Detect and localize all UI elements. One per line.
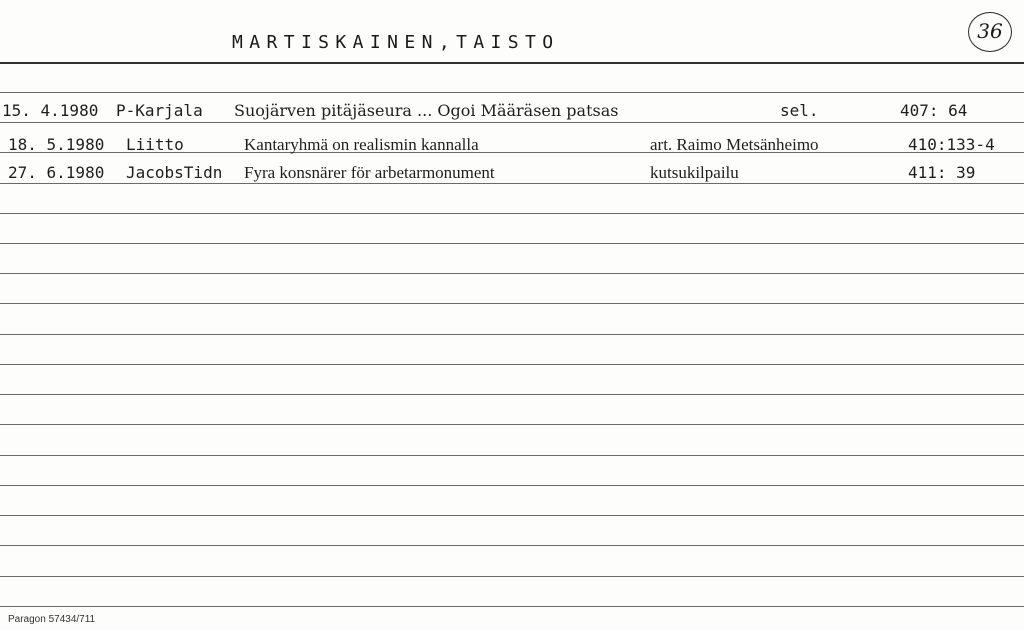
entry-row [0,160,1024,186]
card-number-circle: 36 [968,12,1012,52]
ruled-line [0,334,1024,335]
entry-date: 18. 5.1980 [8,135,105,154]
ruled-line [0,213,1024,214]
ruled-line [0,424,1024,425]
ruled-line [0,545,1024,546]
header-divider [0,62,1024,64]
ruled-line [0,455,1024,456]
ruled-line [0,576,1024,577]
entry-row [0,98,1024,124]
ruled-line [0,364,1024,365]
ruled-line [0,303,1024,304]
entry-date: 27. 6.1980 [8,163,105,182]
card-footer-print: Paragon 57434/711 [8,614,96,625]
ruled-line [0,243,1024,244]
ruled-line [0,273,1024,274]
entry-row [0,132,1024,158]
entry-source: Liitto [126,135,184,154]
entry-source: JacobsTidn [126,163,223,182]
entry-type: art. Raimo Metsänheimo [650,135,819,154]
entry-type: kutsukilpailu [650,163,739,182]
entry-reference: 410:133-4 [908,135,995,154]
ruled-line [0,606,1024,607]
entry-title: Kantaryhmä on realismin kannalla [244,135,479,154]
entry-source: P-Karjala [116,101,203,120]
entry-reference: 411: 39 [908,163,976,182]
card-heading-name: MARTISKAINEN,TAISTO [232,32,560,53]
entry-title: Fyra konsnärer för arbetarmonument [244,163,495,182]
ruled-line [0,485,1024,486]
entry-date: 15. 4.1980 [2,101,99,120]
entry-reference: 407: 64 [900,101,968,120]
ruled-line [0,394,1024,395]
ruled-line [0,92,1024,93]
entry-type: sel. [780,101,819,120]
ruled-line [0,515,1024,516]
entry-title: Suojärven pitäjäseura ... Ogoi Määräsen patsas [234,101,619,120]
